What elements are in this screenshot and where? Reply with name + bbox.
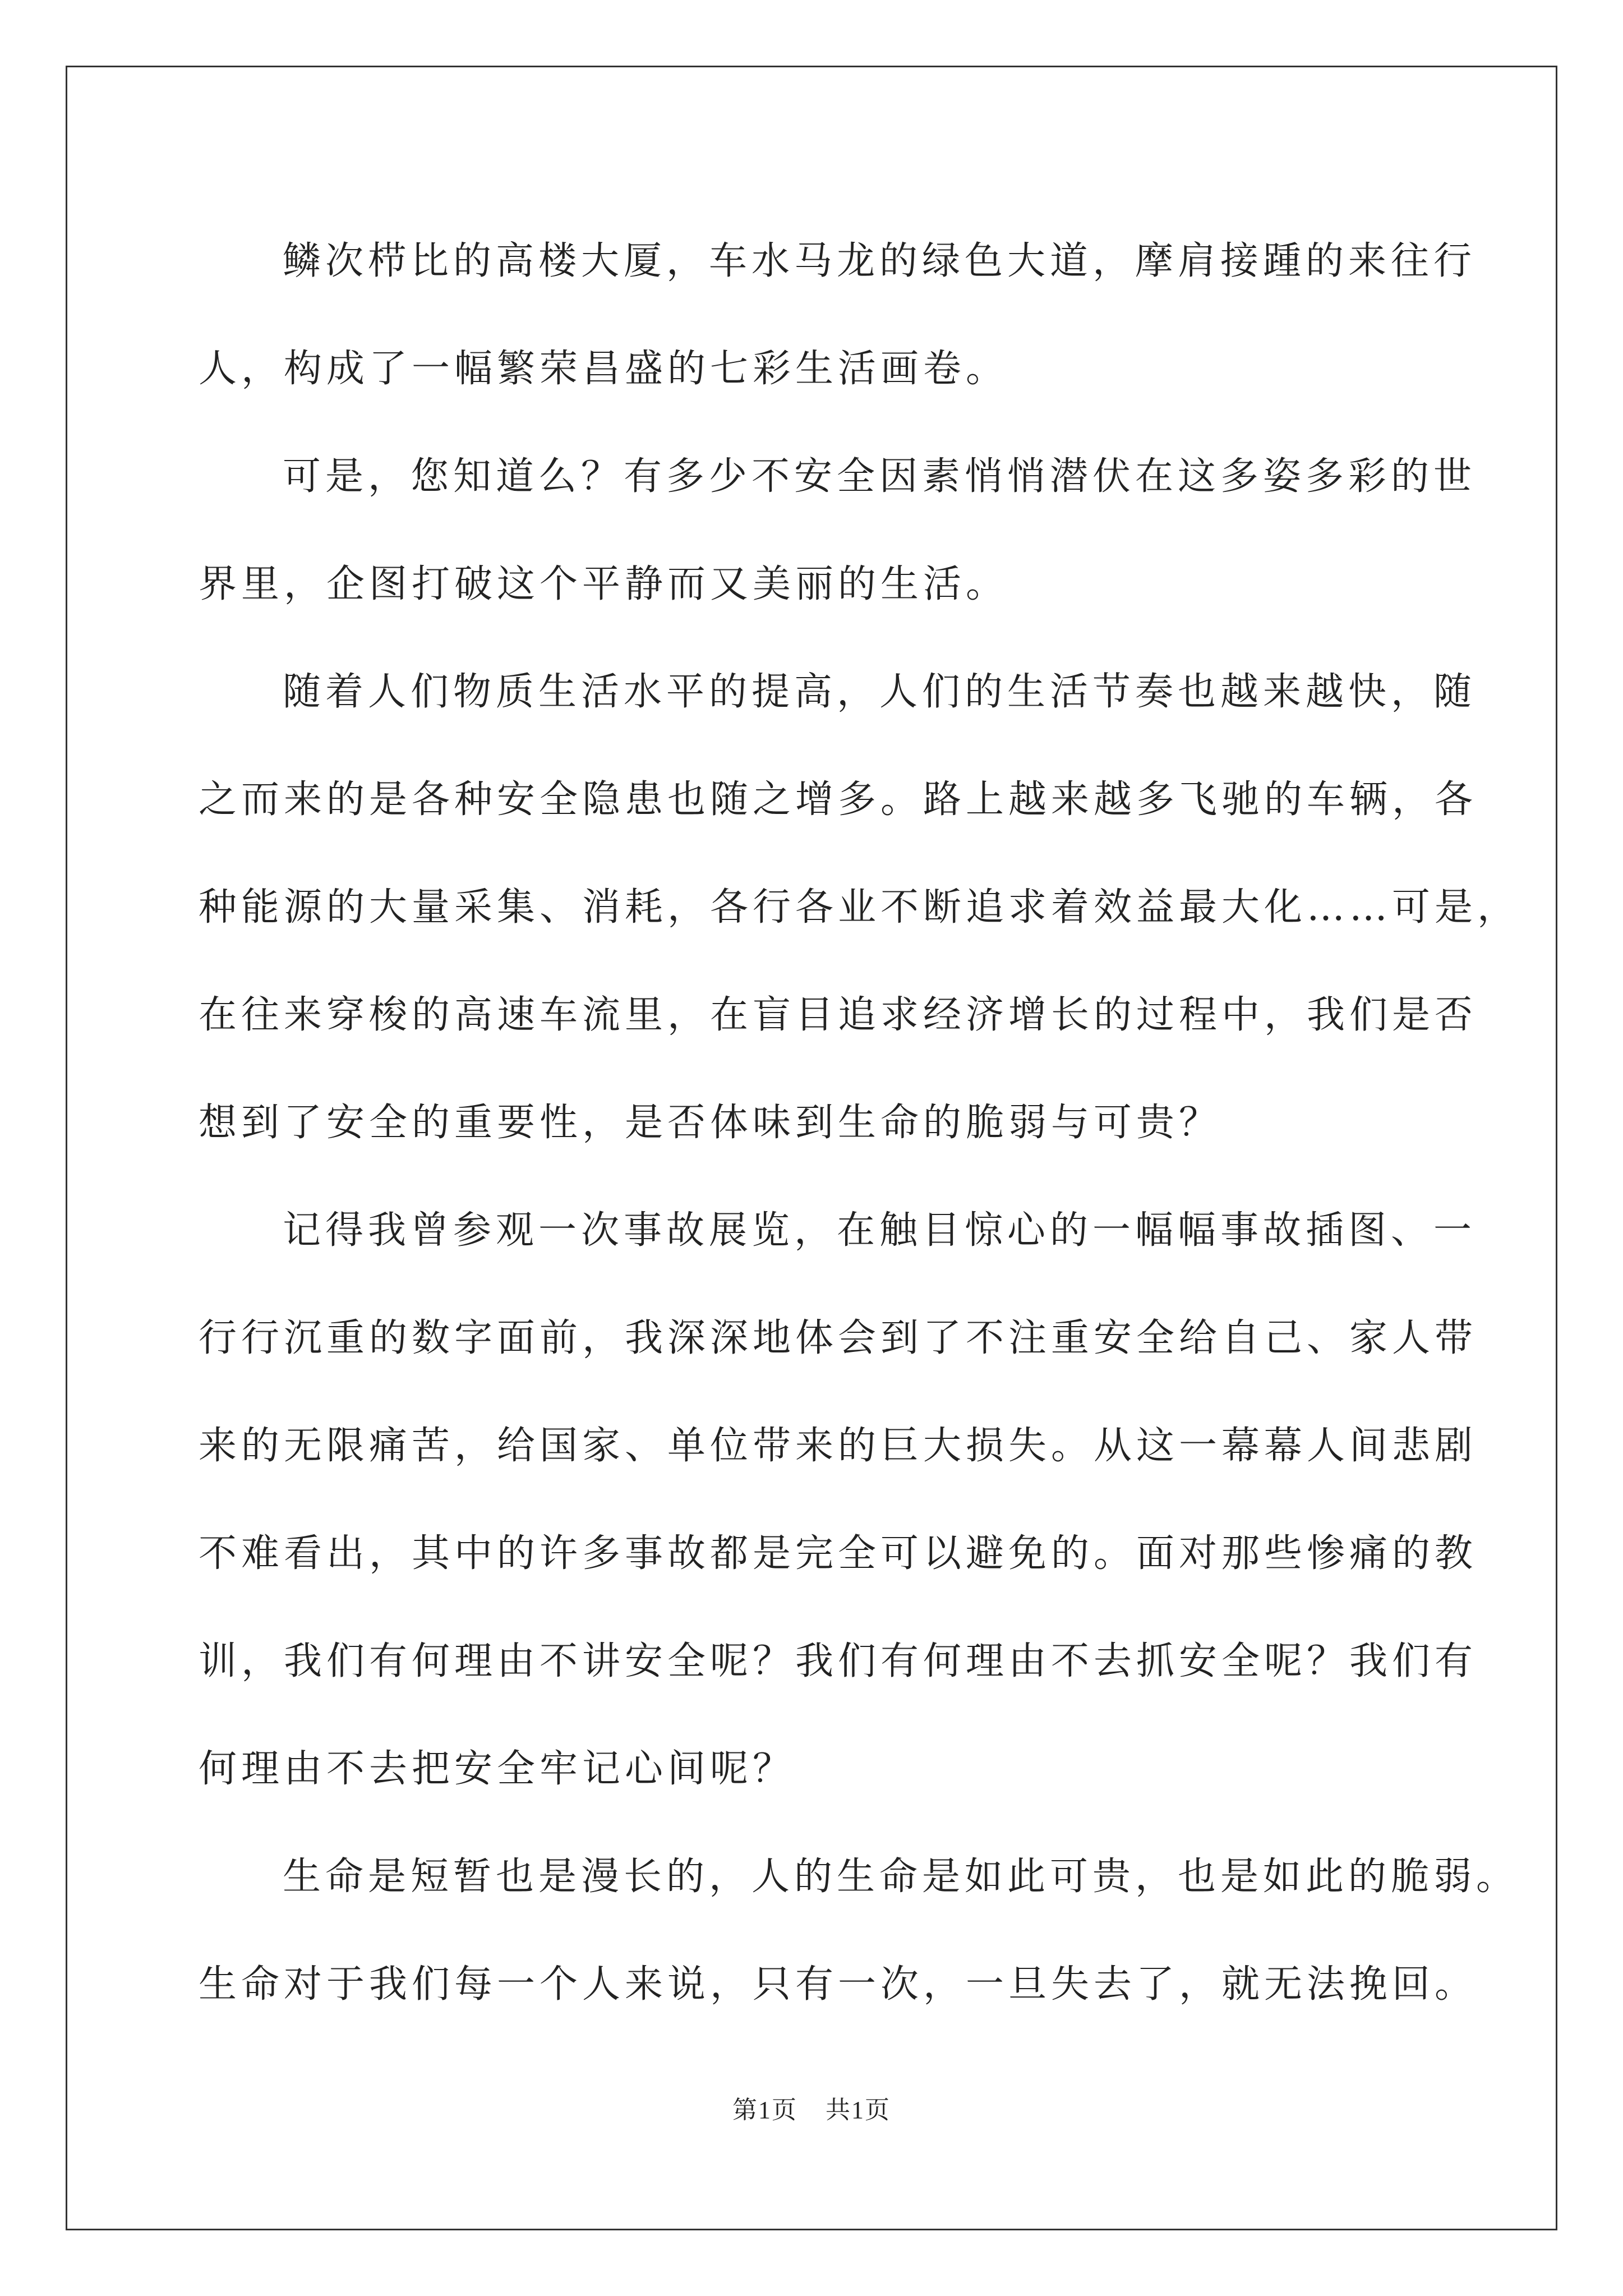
paragraph-5-line-2: 生命对于我们每一个人来说，只有一次，一旦失去了，就无法挽回。 (199, 1962, 1478, 2007)
page-total-label: 共1页 (826, 2096, 891, 2124)
paragraph-5 (199, 1823, 1519, 2039)
paragraph-3-line-2: 之而来的是各种安全隐患也随之增多。路上越来越多飞驰的车辆，各 (199, 777, 1478, 822)
paragraph-4 (199, 1177, 1478, 1823)
paragraph-2-line-2: 界里，企图打破这个平静而又美丽的生活。 (199, 562, 1009, 606)
paragraph-4-line-2: 行行沉重的数字面前，我深深地体会到了不注重安全给自己、家人带 (199, 1316, 1478, 1360)
paragraph-3-line-3: 种能源的大量采集、消耗，各行各业不断追求着效益最大化……可是， (199, 885, 1520, 930)
paragraph-3-line-5: 想到了安全的重要性，是否体味到生命的脆弱与可贵？ (199, 1101, 1222, 1145)
paragraph-3-line-1: 随着人们物质生活水平的提高，人们的生活节奏也越来越快，随 (283, 670, 1477, 714)
paragraph-1-line-1: 鳞次栉比的高楼大厦，车水马龙的绿色大道，摩肩接踵的来往行 (283, 239, 1477, 283)
paragraph-2 (199, 423, 1477, 638)
page-footer (0, 2090, 1623, 2125)
paragraph-3 (199, 638, 1520, 1177)
document-body (199, 208, 1520, 2039)
paragraph-4-line-4: 不难看出，其中的许多事故都是完全可以避免的。面对那些惨痛的教 (199, 1531, 1478, 1576)
paragraph-5-line-1: 生命是短暂也是漫长的，人的生命是如此可贵，也是如此的脆弱。 (283, 1855, 1519, 1899)
paragraph-3-line-4: 在往来穿梭的高速车流里，在盲目追求经济增长的过程中，我们是否 (199, 993, 1478, 1037)
paragraph-1-line-2: 人，构成了一幅繁荣昌盛的七彩生活画卷。 (199, 347, 1009, 391)
paragraph-4-line-5: 训，我们有何理由不讲安全呢？我们有何理由不去抓安全呢？我们有 (199, 1639, 1478, 1683)
page-number-label: 第1页 (732, 2096, 797, 2124)
paragraph-2-line-1: 可是，您知道么？有多少不安全因素悄悄潜伏在这多姿多彩的世 (283, 454, 1477, 499)
paragraph-4-line-3: 来的无限痛苦，给国家、单位带来的巨大损失。从这一幕幕人间悲剧 (199, 1424, 1478, 1468)
paragraph-1 (199, 208, 1477, 423)
paragraph-4-line-6: 何理由不去把安全牢记心间呢？ (199, 1747, 796, 1791)
paragraph-4-line-1: 记得我曾参观一次事故展览，在触目惊心的一幅幅事故插图、一 (283, 1208, 1477, 1253)
